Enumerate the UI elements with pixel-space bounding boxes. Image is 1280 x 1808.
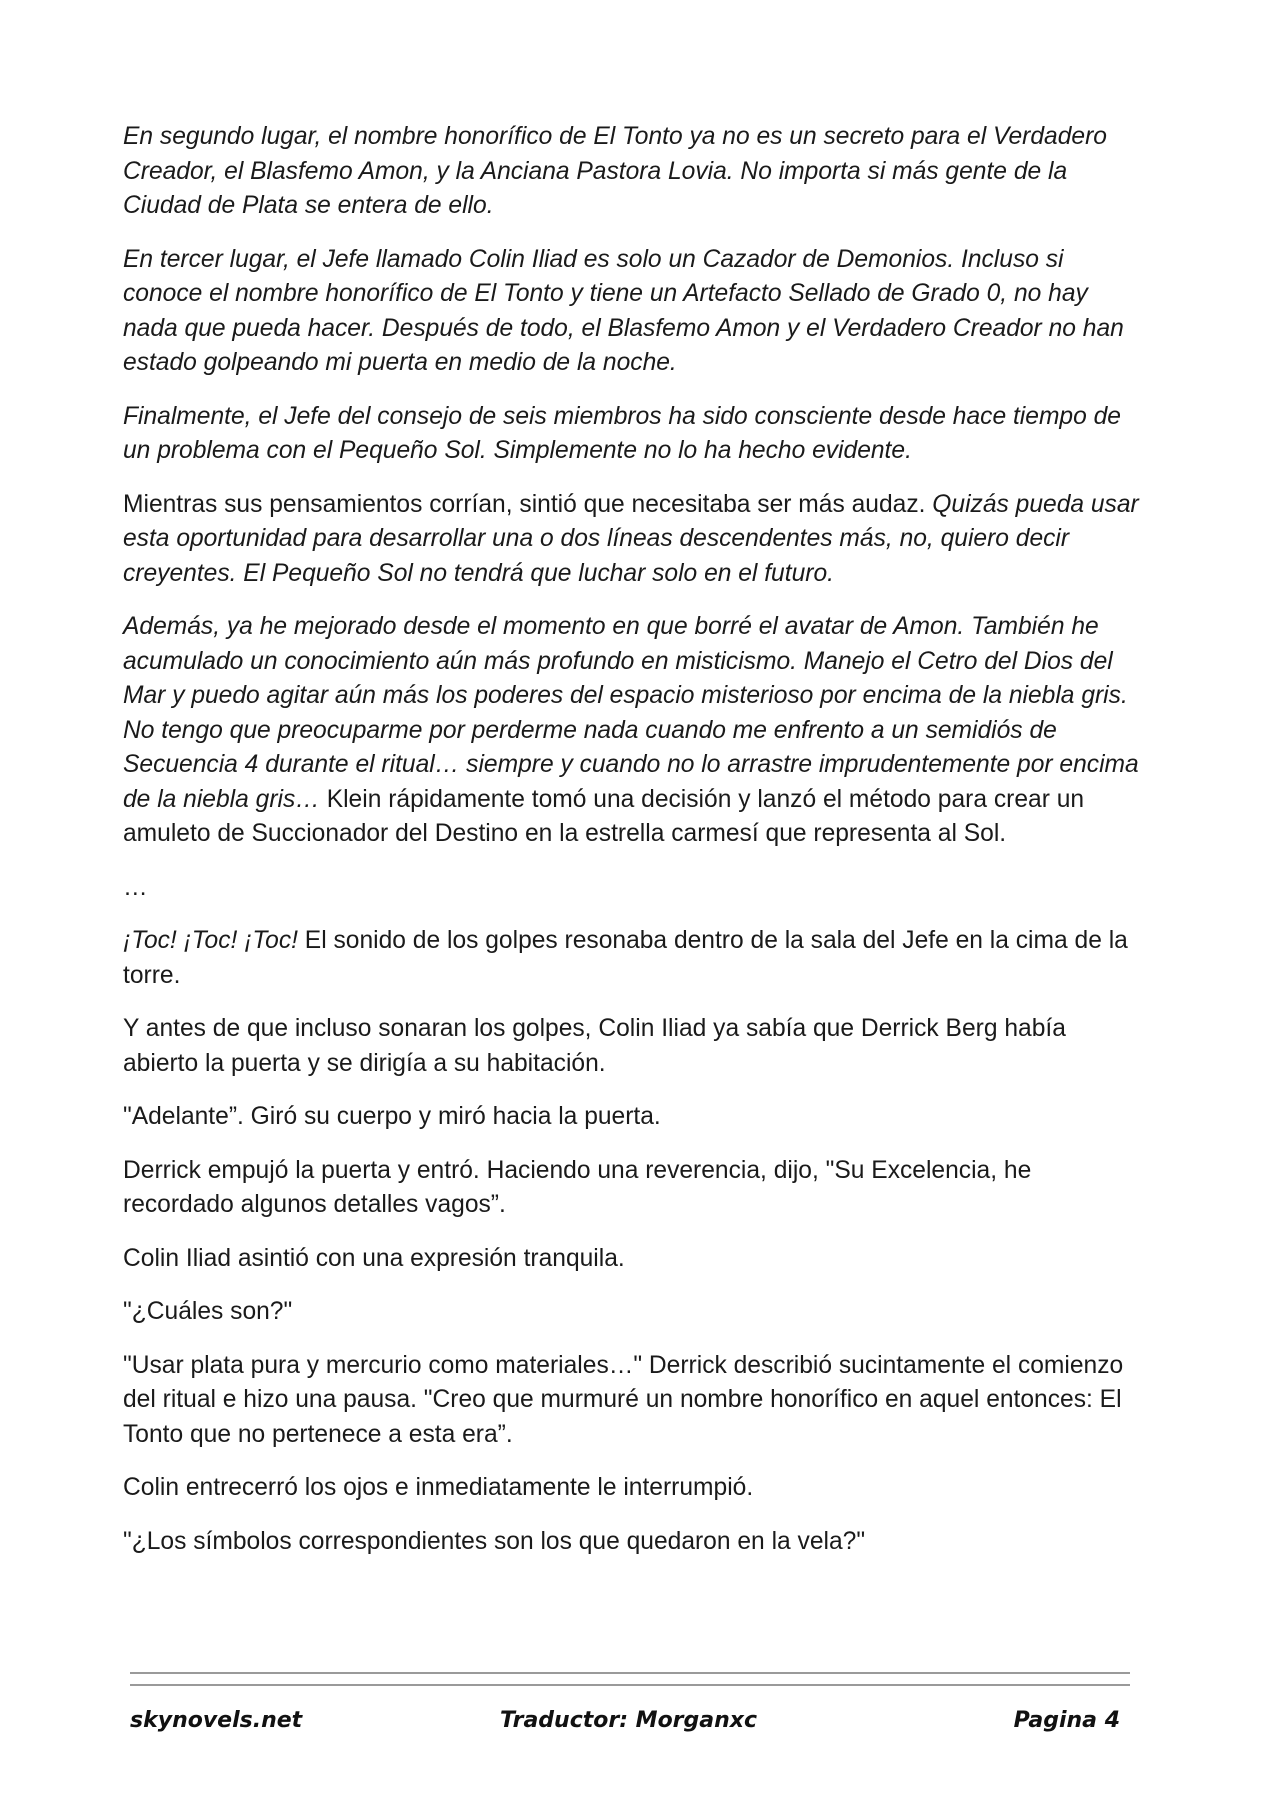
paragraph [123,488,1143,592]
italic-text-run: En segundo lugar, el nombre honorífico de El Tonto ya no es un secreto para el Verdadero Creador, el Blasfemo Amon, y la Anciana Pastora Lovia. No importa si más gente de la Ciudad de Plata se entera de ello. [123,123,1107,219]
text-run: Colin entrecerró los ojos e inmediatamente le interrumpió. [123,1474,754,1501]
paragraph [123,1242,1143,1277]
paragraph [123,610,1143,852]
italic-text-run: Finalmente, el Jefe del consejo de seis miembros ha sido consciente desde hace tiempo de un problema con el Pequeño Sol. Simplemente no lo ha hecho evidente. [123,402,1121,464]
text-run: Klein rápidamente tomó una decisión y lanzó el método para crear un amuleto de Succionador del Destino en la estrella carmesí que representa al Sol. [123,785,1085,847]
italic-text-run: ¡Toc! ¡Toc! ¡Toc! [123,927,298,954]
text-run: Derrick empujó la puerta y entró. Haciendo una reverencia, dijo, "Su Excelencia, he recordado algunos detalles vagos”. [123,1156,1032,1218]
footer-rule-top [130,1672,1130,1674]
text-run: El sonido de los golpes resonaba dentro de la sala del Jefe en la cima de la torre. [123,927,1128,989]
document-body [123,120,1143,1578]
footer-page-number: Pagina 4 [1013,1708,1120,1733]
italic-text-run: Quizás pueda usar esta oportunidad para desarrollar una o dos líneas descendentes más, no, quiero decir creyentes. El Pequeño Sol no tendrá que luchar solo en el futuro. [123,490,1139,587]
text-run: "Usar plata pura y mercurio como materiales…" Derrick describió sucintamente el comienzo del ritual e hizo una pausa. "Creo que murmuré un nombre honorífico en aquel entonces: El Tonto que no pertenece a esta era”. [123,1351,1124,1448]
paragraph [123,1471,1143,1506]
footer-rule-bottom [130,1684,1130,1686]
text-run: "¿Cuáles son?" [123,1298,293,1325]
paragraph [123,1295,1143,1330]
footer-translator: Traductor: Morganxc [500,1708,758,1733]
text-run: … [123,873,148,901]
italic-text-run: En tercer lugar, el Jefe llamado Colin Iliad es solo un Cazador de Demonios. Incluso si conoce el nombre honorífico de El Tonto y tiene un Artefacto Sellado de Grado 0, no hay nada que pueda hacer. Después de todo, el Blasfemo Amon y el Verdadero Creador no han estado golpeando mi puerta en medio de la noche. [123,245,1124,376]
italic-text-run: Además, ya he mejorado desde el momento en que borré el avatar de Amon. También he acumulado un conocimiento aún más profundo en misticismo. Manejo el Cetro del Dios del Mar y puedo agitar aún más los poderes del espacio misterioso por encima de la niebla gris. No tengo que preocuparme por perderme nada cuando me enfrento a un semidiós de Secuencia 4 durante el ritual… siempre y cuando no lo arrastre imprudentemente por encima de la niebla gris… [123,613,1139,813]
page-footer [130,1708,1130,1748]
text-run: Y antes de que incluso sonaran los golpes, Colin Iliad ya sabía que Derrick Berg había abierto la puerta y se dirigía a su habitación. [123,1015,1066,1077]
footer-site: skynovels.net [130,1708,303,1733]
paragraph [123,1100,1143,1135]
paragraph [123,1525,1143,1560]
paragraph [123,1012,1143,1081]
paragraph [123,924,1143,993]
text-run: Colin Iliad asintió con una expresión tranquila. [123,1244,625,1272]
paragraph [123,1154,1143,1223]
text-run: "¿Los símbolos correspondientes son los que quedaron en la vela?" [123,1527,866,1555]
paragraph [123,1349,1143,1453]
text-run: "Adelante”. Giró su cuerpo y miró hacia la puerta. [123,1103,661,1130]
paragraph [123,243,1143,381]
text-run: Mientras sus pensamientos corrían, sintió que necesitaba ser más audaz. [123,490,933,518]
paragraph [123,400,1143,469]
paragraph [123,871,1143,906]
paragraph [123,120,1143,224]
